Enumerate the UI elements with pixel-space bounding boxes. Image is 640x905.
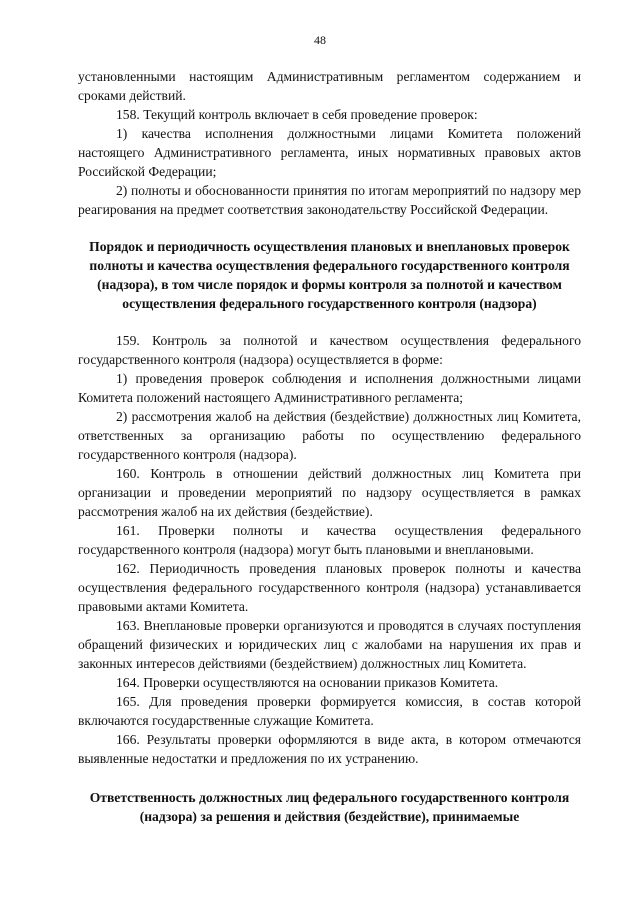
- paragraph: 2) полноты и обоснованности принятия по итогам мероприятий по надзору мер реагирования на предмет соответствия законодательству Российской Федерации.: [78, 183, 581, 217]
- paragraph: 160. Контроль в отношении действий должностных лиц Комитета при организации и проведении мероприятий по надзору осуществляется в рамках рассмотрения жалоб на их действия (бездействие).: [78, 466, 581, 519]
- paragraph: 162. Периодичность проведения плановых проверок полноты и качества осуществления федерального государственного контроля (надзора) устанавливается правовыми актами Комитета.: [78, 561, 581, 614]
- paragraph: 166. Результаты проверки оформляются в виде акта, в котором отмечаются выявленные недостатки и предложения по их устранению.: [78, 732, 581, 766]
- paragraph: установленными настоящим Административным регламентом содержанием и сроками действий.: [78, 69, 581, 103]
- paragraph: 161. Проверки полноты и качества осуществления федерального государственного контроля (надзора) могут быть плановыми и внеплановыми.: [78, 523, 581, 557]
- paragraph: 2) рассмотрения жалоб на действия (бездействие) должностных лиц Комитета, ответственных за организацию работы по осуществлению федерального государственного контроля (надзора).: [78, 409, 581, 462]
- section-heading: Порядок и периодичность осуществления плановых и внеплановых проверок полноты и качества осуществления федерального государственного контроля (надзора), в том числе порядок и формы контроля за полнотой и качеством осуществления федерального государственного контроля (надзора): [89, 239, 570, 311]
- section-heading: Ответственность должностных лиц федерального государственного контроля (надзора) за решения и действия (бездействие), принимаемые: [89, 790, 570, 824]
- paragraphs-middle: [78, 331, 581, 768]
- paragraph: 164. Проверки осуществляются на основании приказов Комитета.: [116, 675, 499, 690]
- paragraph: 163. Внеплановые проверки организуются и проводятся в случаях поступления обращений физических и юридических лиц с жалобами на нарушения их прав и законных интересов действиями (бездействием) должностных лиц Комитета.: [78, 618, 581, 671]
- document-body: [78, 67, 581, 826]
- paragraph: 158. Текущий контроль включает в себя проведение проверок:: [116, 107, 478, 122]
- paragraph: 1) качества исполнения должностными лицами Комитета положений настоящего Административного регламента, иных нормативных правовых актов Российской Федерации;: [78, 126, 581, 179]
- paragraph: 159. Контроль за полнотой и качеством осуществления федерального государственного контроля (надзора) осуществляется в форме:: [78, 333, 581, 367]
- paragraph: 165. Для проведения проверки формируется комиссия, в состав которой включаются государственные служащие Комитета.: [78, 694, 581, 728]
- paragraph: 1) проведения проверок соблюдения и исполнения должностными лицами Комитета положений настоящего Административного регламента;: [78, 371, 581, 405]
- page-number: 48: [314, 33, 326, 47]
- paragraphs-top: [78, 67, 581, 219]
